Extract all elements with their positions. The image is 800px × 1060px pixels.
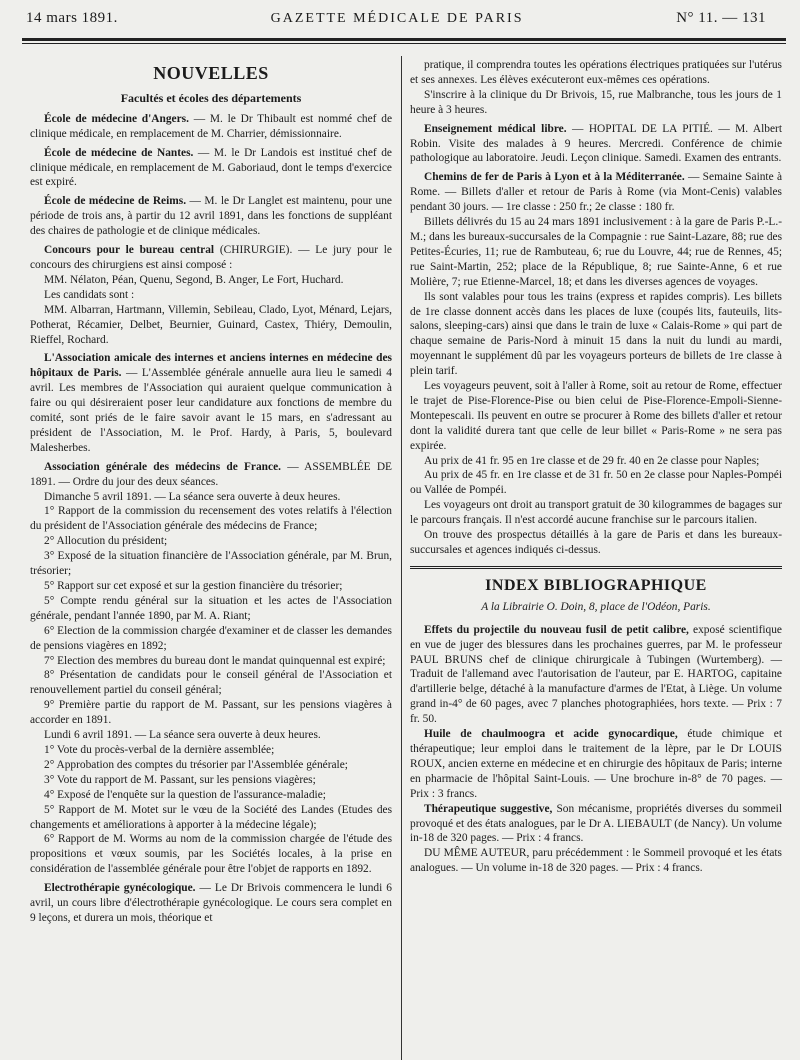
- paragraph: [30, 832, 392, 877]
- paragraph-text: — M. le Dr Langlet est maintenu, pour une période de trois ans, à partir du 12 avril 1891, dans les fonctions de suppléant des chaires de pathologie et de clinique médicales.: [30, 195, 392, 238]
- paragraph: [30, 881, 392, 926]
- left-paragraphs: [30, 112, 392, 926]
- paragraph: [30, 743, 392, 758]
- paragraph: [30, 624, 392, 654]
- right-paragraphs: [410, 58, 782, 558]
- paragraph: [30, 758, 392, 773]
- paragraph-heading: Effets du projectile du nouveau fusil de petit calibre,: [424, 623, 689, 636]
- paragraph-heading: Huile de chaulmoogra et acide gynocardique,: [424, 728, 678, 741]
- paragraph-text: — ASSEMBLÉE DE 1891. — Ordre du jour des deux séances.: [30, 460, 392, 488]
- paragraph: [410, 122, 782, 167]
- paragraph: [410, 379, 782, 454]
- paragraph-heading: École de médecine de Nantes.: [44, 146, 194, 159]
- header-rule: [22, 38, 786, 41]
- paragraph-text: 8° Présentation de candidats pour le conseil général de l'Association et renouvellement partiel du conseil général;: [30, 669, 392, 697]
- paragraph-text: MM. Albarran, Hartmann, Villemin, Sebileau, Clado, Lyot, Ménard, Lejars, Potherat, Récamier, Delbet, Beurnier, Guinard, Castex, Thiéry, Demoulin, Rieffel, Rochard.: [30, 303, 392, 346]
- paragraph: [30, 504, 392, 534]
- paragraph-text: 1° Vote du procès-verbal de la dernière assemblée;: [44, 743, 275, 756]
- paragraph-heading: Electrothérapie gynécologique.: [44, 882, 196, 895]
- paragraph: [30, 728, 392, 743]
- paragraph-text: (CHIRURGIE). — Le jury pour le concours des chirurgiens est ainsi composé :: [30, 244, 392, 271]
- paragraph-text: étude chimique et thérapeutique; leur emploi dans le traitement de la lèpre, par le Dr LOUIS ROUX, ancien externe en médecine et en chirurgie des hôpitaux de Paris; interne en pharmacie de l'hôpital Saint-Louis. — Une brochure in-8° de 70 pages. — Prix : 3 francs.: [410, 728, 782, 800]
- paragraph-text: 5° Rapport sur cet exposé et sur la gestion financière du trésorier;: [44, 580, 343, 592]
- paragraph: [30, 351, 392, 455]
- paragraph-text: 6° Election de la commission chargée d'examiner et de classer les demandes de pensions viagères en 1892;: [30, 624, 392, 652]
- paragraph-heading: Enseignement médical libre.: [424, 122, 567, 135]
- paragraph-text: 3° Exposé de la situation financière de l'Association générale, par M. Brun, trésorier;: [30, 550, 392, 578]
- paragraph-text: On trouve des prospectus détaillés à la gare de Paris et dans les bureaux-succursales et agences indiqués ci-dessus.: [410, 529, 782, 556]
- paragraph-text: — Le Dr Brivois commencera le lundi 6 avril, un cours libre d'électrothérapie gynécologique. Le cours sera complet en 9 leçons, et durera un mois, théorique et: [30, 882, 392, 924]
- paragraph-text: 3° Vote du rapport de M. Passant, sur les pensions viagères;: [44, 773, 316, 786]
- paragraph: [410, 290, 782, 379]
- paragraph: [30, 803, 392, 833]
- paragraph: [30, 654, 392, 669]
- paragraph-text: pratique, il comprendra toutes les opérations électriques pratiquées sur l'utérus et ses annexes. Les élèves exécuteront eux-mêmes ces opérations.: [410, 59, 782, 86]
- paragraph-text: — Semaine Sainte à Rome. — Billets d'aller et retour de Paris à Rome (via Mont-Cenis) valables pendant 30 jours. — 1re classe : 250 fr.; 2e classe : 180 fr.: [410, 171, 782, 214]
- header-rule-thin: [22, 43, 786, 44]
- paragraph: [30, 243, 392, 273]
- paragraph-text: 1° Rapport de la commission du recensement des votes relatifs à l'élection du président de l'Association générale des médecins de France;: [30, 505, 392, 533]
- paragraph-text: 7° Election des membres du bureau dont le mandat quinquennal est expiré;: [44, 654, 386, 667]
- paragraph-heading: École de médecine d'Angers.: [44, 112, 189, 125]
- header-title: GAZETTE MÉDICALE DE PARIS: [270, 11, 524, 26]
- paragraph-text: — M. le Dr Thibault est nommé chef de clinique médicale, en remplacement de M. Charrier, démissionnaire.: [30, 112, 392, 140]
- paragraph-text: 2° Approbation des comptes du trésorier par l'Assemblée générale;: [44, 758, 348, 771]
- paragraph: [410, 846, 782, 876]
- paragraph-text: Les voyageurs ont droit au transport gratuit de 30 kilogrammes de bagages sur le parcours français. Il n'est accordé aucune franchise sur le parcours italien.: [410, 499, 782, 527]
- paragraph-text: 2° Allocution du président;: [44, 535, 168, 548]
- paragraph-text: 5° Compte rendu général sur la situation et les actes de l'Association générale, pendant l'année 1890, par M. A. Riant;: [30, 594, 392, 622]
- paragraph-text: 5° Rapport de M. Motet sur le vœu de la Société des Landes (Etudes des changements et améliorations à apporter à la médecine légale);: [30, 803, 392, 831]
- header-date: 14 mars 1891.: [26, 10, 118, 26]
- paragraph: [30, 668, 392, 698]
- paragraph: [410, 58, 782, 88]
- paragraph-heading: Thérapeutique suggestive,: [424, 802, 553, 815]
- paragraph: [30, 534, 392, 549]
- paragraph-text: DU MÊME AUTEUR, paru précédemment : le Sommeil provoqué et les états analogues. — Un volume in-18 de 320 pages. — Prix : 4 francs.: [410, 847, 782, 875]
- paragraph-text: Les voyageurs peuvent, soit à l'aller à Rome, soit au retour de Rome, effectuer le trajet de Pise-Florence-Pise ou bien celui de Pise-Florence-Empoli-Sienne-Montepescali. Ils peuvent en outre se procurer à Rome des billets d'aller et retour dont la validité durera tant que celle de leur billet « Paris-Rome » ne sera pas expirée.: [410, 380, 782, 452]
- paragraph: [30, 698, 392, 728]
- paragraph: [30, 460, 392, 490]
- paragraph: [410, 727, 782, 802]
- paragraph: [410, 528, 782, 558]
- paragraph-text: Ils sont valables pour tous les trains (express et rapides compris). Les billets de 1re classe donnent accès dans les places de luxe (coupés lits, fauteuils, lits-salons, sleeping-cars) ainsi que dans le train de luxe « Calais-Rome » qui part de chaque semaine de Paris-Nord à minuit 15 dans la nuit du lundi au mardi, moyennant le supplément dû par les voyageurs porteurs de billets de 1re classe à plein tarif.: [410, 290, 782, 378]
- paragraph-text: Les candidats sont :: [44, 288, 135, 301]
- paragraph: [30, 303, 392, 348]
- paragraph: [410, 623, 782, 727]
- paragraph: [30, 146, 392, 191]
- subsection-title: Facultés et écoles des départements: [120, 90, 302, 105]
- paragraph: [30, 773, 392, 788]
- paragraph-text: exposé scientifique en vue de juger des blessures dans les prochaines guerres, par M. le professeur PAUL BRUNS chef de clinique chirurgicale à Tubingen (Wurtemberg). — Traduit de l'allemand avec l'autorisation de l'auteur, par E. HARTOG, capitaine d'artillerie belge, détaché à la manufacture d'armes de l'Etat, à Liège. Un volume grand in-4° de 60 pages, avec 7 planches photographiées, hors texte. — Prix : 7 fr. 50.: [410, 623, 782, 726]
- paragraph: [410, 215, 782, 290]
- paragraph-text: Son mécanisme, propriétés diverses du sommeil provoqué et des états analogues, par le Dr A. LIEBAULT (de Nancy). Un volume in-18 de 320 pages. — Prix : 4 francs.: [410, 802, 783, 845]
- paragraph-text: Lundi 6 avril 1891. — La séance sera ouverte à deux heures.: [44, 729, 321, 742]
- paragraph: [30, 112, 392, 142]
- paragraph-heading: L'Association amicale des internes et anciens internes en médecine des hôpitaux de Paris.: [30, 352, 392, 380]
- paragraph-text: 9° Première partie du rapport de M. Passant, sur les pensions viagères à accorder en 1891.: [30, 699, 392, 727]
- paragraph: [410, 454, 782, 469]
- paragraph-text: — L'Assemblée générale annuelle aura lieu le samedi 4 avril. Les membres de l'Association qui auraient quelque communication à faire ou qui désireraient poser leur candidature aux fonctions de membre du comité, sont priés de le faire savoir avant le 15 mars, en s'adressant au président de l'Association, M. le Prof. Hardy, à Paris, 5, boulevard Malesherbes.: [30, 367, 392, 454]
- paragraph-text: — M. le Dr Landois est institué chef de clinique médicale, en remplacement de M. Gaboriaud, dont le temps d'exercice est expiré.: [30, 146, 392, 189]
- paragraph: [410, 468, 782, 498]
- paragraph-text: S'inscrire à la clinique du Dr Brivois, 15, rue Malbranche, tous les jours de 1 heure à 3 heures.: [410, 88, 782, 116]
- column-divider: [401, 56, 402, 1060]
- paragraph: [30, 288, 392, 303]
- paragraph-text: Dimanche 5 avril 1891. — La séance sera ouverte à deux heures.: [44, 490, 341, 503]
- section-rule: [410, 566, 782, 569]
- paragraph: [30, 788, 392, 803]
- paragraph-text: Au prix de 41 fr. 95 en 1re classe et de 29 fr. 40 en 2e classe pour Naples;: [424, 454, 760, 467]
- running-header: [26, 10, 766, 36]
- paragraph-heading: Chemins de fer de Paris à Lyon et à la Méditerranée.: [424, 171, 685, 184]
- paragraph-heading: Association générale des médecins de France.: [44, 460, 281, 473]
- paragraph-text: 6° Rapport de M. Worms au nom de la commission chargée de l'étude des propositions et vœux soumis, par les Sociétés locales, à la prise en considération de l'assemblée générale pour être l'objet de rapports en 1892.: [30, 833, 392, 876]
- paragraph-heading: Concours pour le bureau central: [44, 244, 215, 257]
- paragraph: [30, 594, 392, 624]
- paragraph: [30, 490, 392, 505]
- paragraph-text: Au prix de 45 fr. en 1re classe et de 31 fr. 50 en 2e classe pour Naples-Pompéi ou Vallée de Pompéi.: [410, 469, 782, 497]
- paragraph: [30, 194, 392, 239]
- paragraph-text: MM. Nélaton, Péan, Quenu, Segond, B. Anger, Le Fort, Huchard.: [44, 273, 344, 286]
- bibliography-list: [410, 623, 782, 876]
- paragraph: [30, 549, 392, 579]
- paragraph: [410, 170, 782, 215]
- index-title: INDEX BIBLIOGRAPHIQUE: [485, 576, 707, 594]
- paragraph-text: Billets délivrés du 15 au 24 mars 1891 inclusivement : à la gare de Paris P.-L.-M.; dans les bureaux-succursales de la Compagnie : rue Saint-Lazare, 88; rue des Petites-Écuries, 11; rue de Rambuteau, 6; rue du Louvre, 44; rue de Rennes, 45; rue Saint-Martin, 252; place de la République, 8; rue Sainte-Anne, 6 et rue Molière, 7; rue Etienne-Marcel, 18; et dans les diverses agences de voyages.: [410, 216, 782, 288]
- publisher-line: A la Librairie O. Doin, 8, place de l'Odéon, Paris.: [481, 600, 711, 613]
- right-column: [410, 58, 782, 876]
- paragraph-heading: École de médecine de Reims.: [44, 195, 187, 208]
- paragraph: [410, 802, 782, 847]
- paragraph: [410, 88, 782, 118]
- paragraph: [410, 498, 782, 528]
- left-column: [30, 56, 392, 926]
- paragraph-text: 4° Exposé de l'enquête sur la question de l'assurance-maladie;: [44, 788, 326, 801]
- paragraph: [30, 579, 392, 594]
- section-title: NOUVELLES: [153, 63, 269, 83]
- paragraph-text: — HOPITAL DE LA PITIÉ. — M. Albert Robin. Visite des malades à 9 heures. Mercredi. Conférence de chimie pathologique au laboratoire. Jeudi. Leçon clinique. Samedi. Examen des entrants.: [410, 122, 782, 165]
- paragraph: [30, 273, 392, 288]
- header-number: N° 11. — 131: [676, 10, 766, 26]
